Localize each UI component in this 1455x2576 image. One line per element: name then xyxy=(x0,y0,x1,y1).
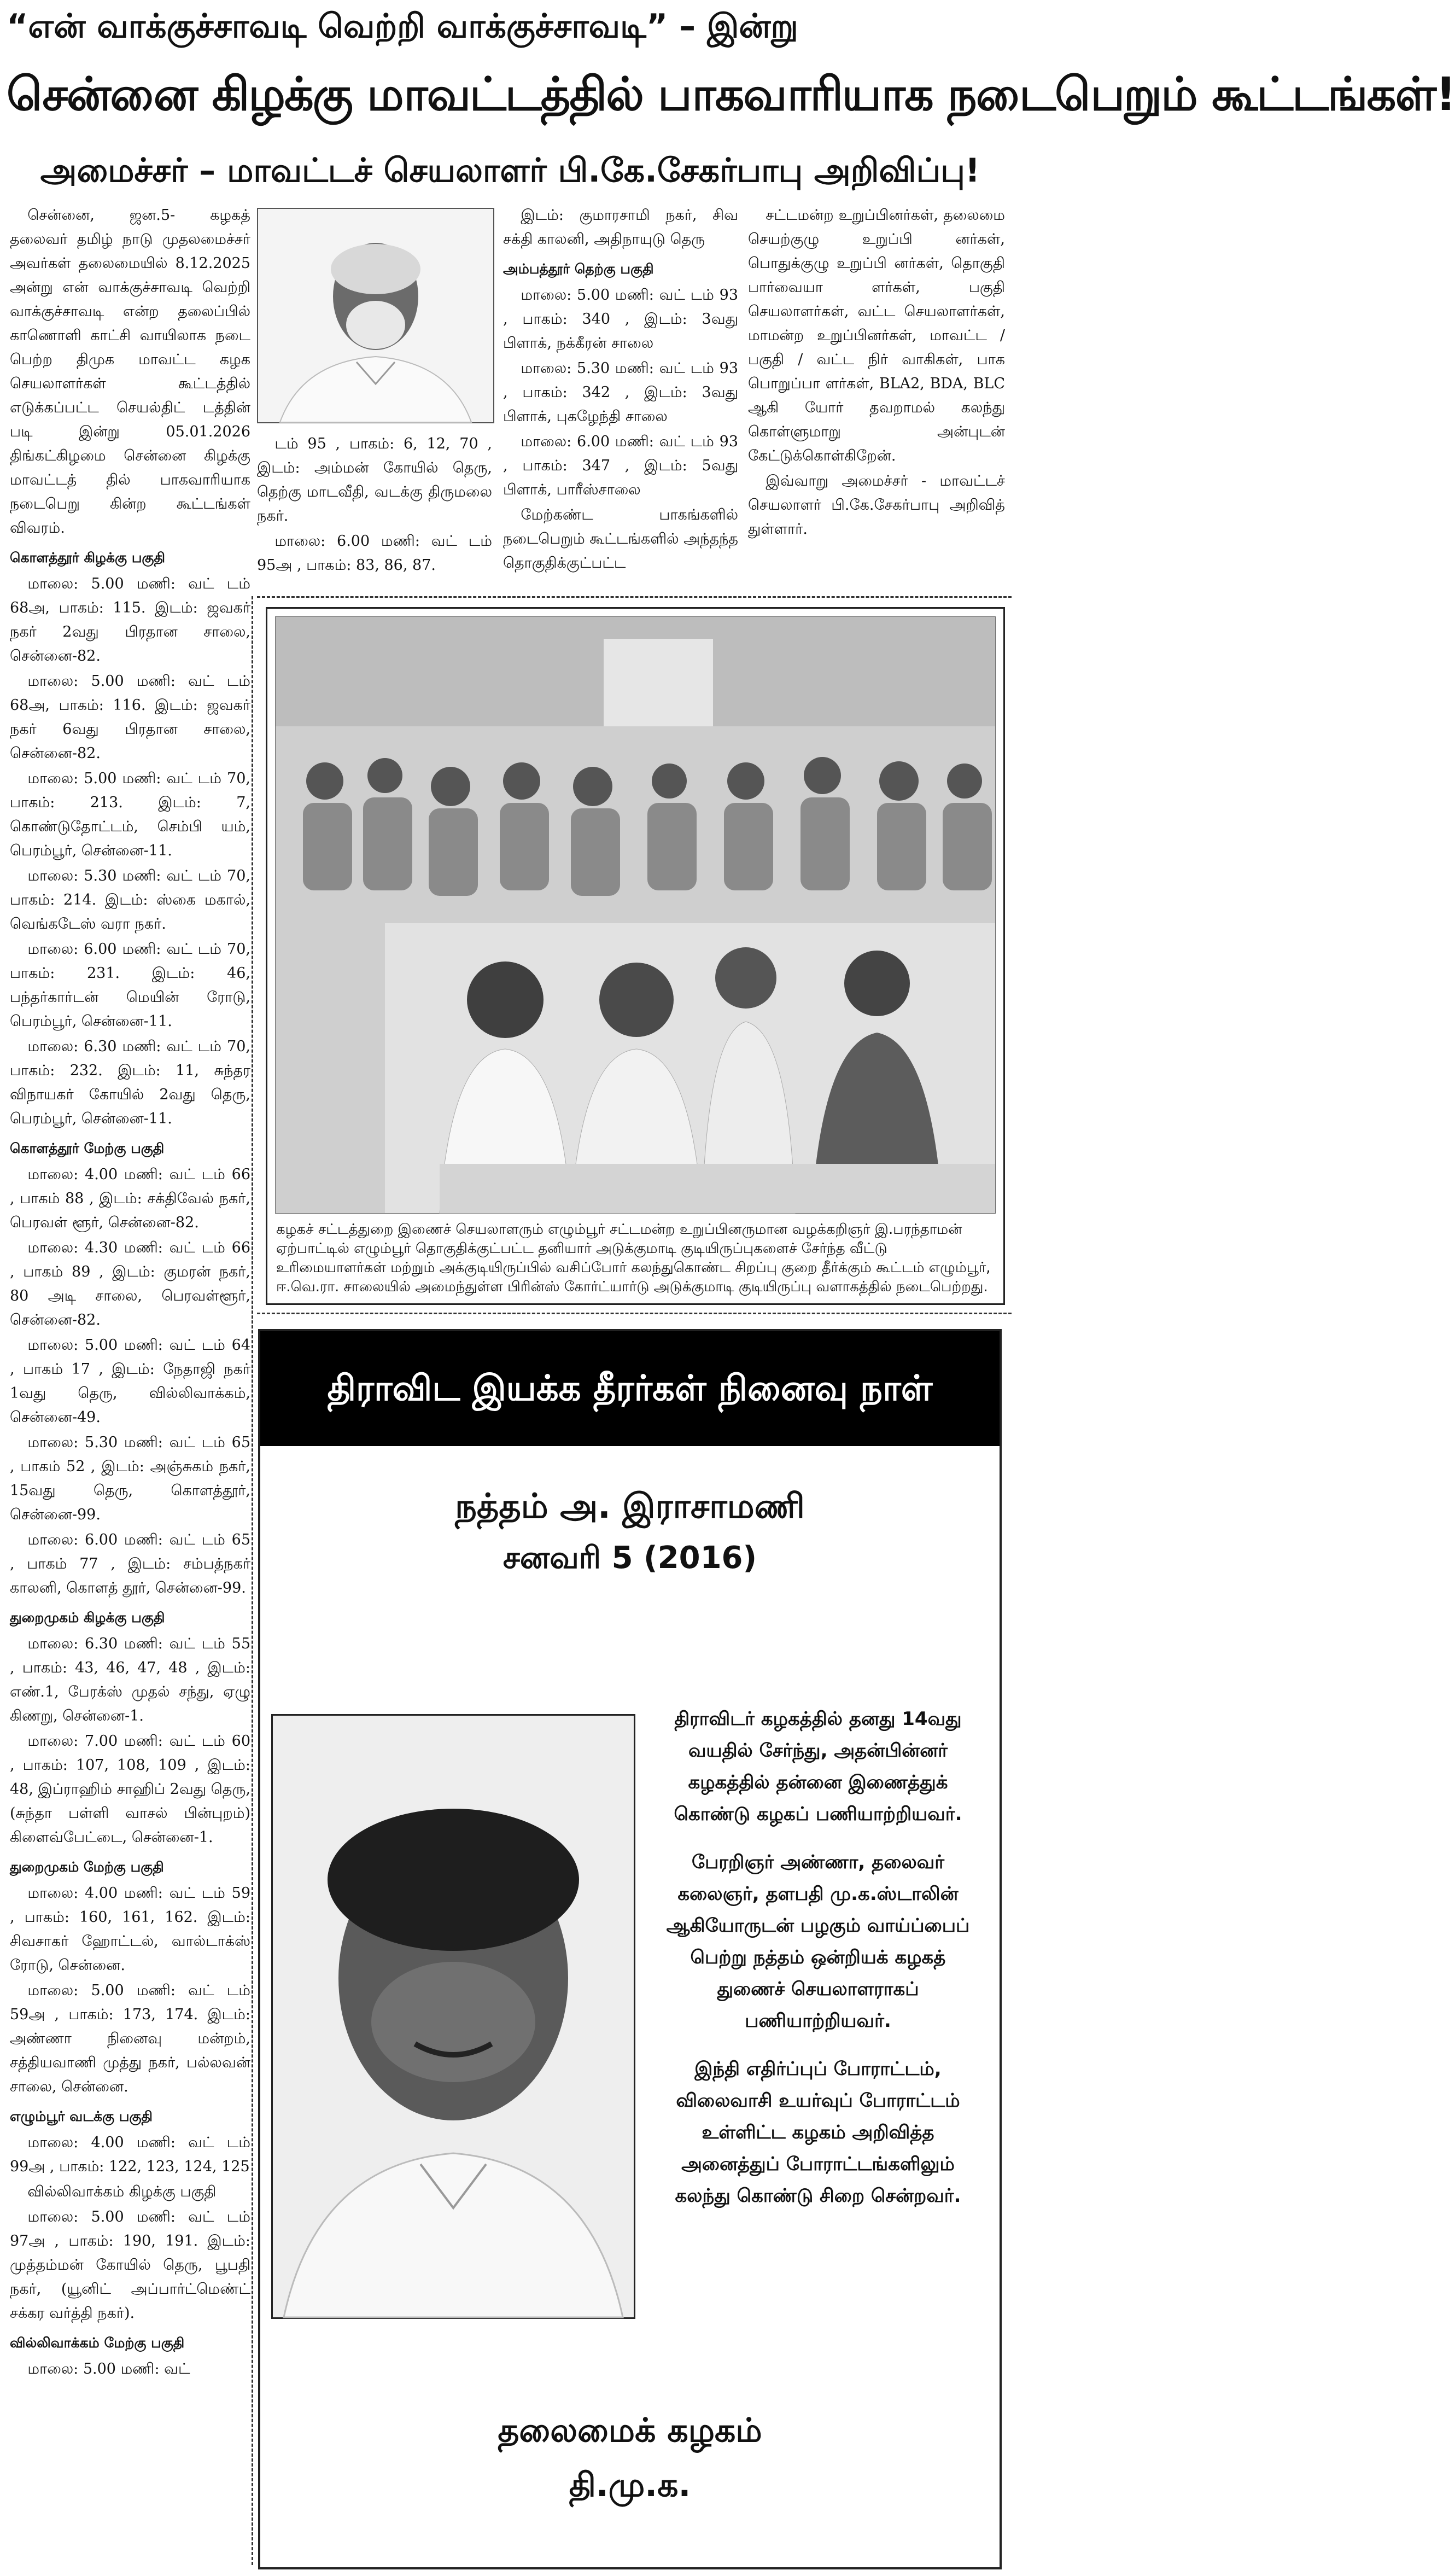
meeting-photo-box xyxy=(266,607,1005,1305)
list-item: மாலை: 6.00 மணி: வட் டம் 70, பாகம்: 231. இடம்: 46, பந்தர்கார்டன் மெயின் ரோடு, பெரம்பூர், சென்னை-11. xyxy=(10,941,250,1030)
list-item: மாலை: 5.00 மணி: வட் டம் 93 , பாகம்: 340 , இடம்: 3வது பிளாக், நக்கீரன் சாலை xyxy=(503,287,738,352)
list-item: மாலை: 6.30 மணி: வட் டம் 55 , பாகம்: 43, 46, 47, 48 , இடம்: எண்.1, பேரக்ஸ் முதல் சந்து, ஏழு கிணறு, சென்னை-1. xyxy=(10,1635,250,1724)
tribute-box xyxy=(258,1329,1002,2569)
section-divider xyxy=(257,596,1012,598)
list-item: மாலை: 5.00 மணி: வட் டம் 97அ , பாகம்: 190, 191. இடம்: முத்தம்மன் கோயில் தெரு, பூபதி நகர், (யூனிட் அப்பார்ட்மெண்ட் சக்கர வர்த்தி நகர்). xyxy=(10,2208,250,2322)
person-portrait-icon xyxy=(258,209,493,422)
section-heading: கொளத்தூர் கிழக்கு பகுதி xyxy=(10,550,165,566)
list-item: இவ்வாறு அமைச்சர் - மாவட்டச் செயலாளர் பி.கே.சேகர்பாபு அறிவித் துள்ளார். xyxy=(748,473,1005,538)
list-item: மாலை: 6.00 மணி: வட் டம் 65 , பாகம் 77 , இடம்: சம்பத்நகர் காலனி, கொளத் தூர், சென்னை-99. xyxy=(10,1531,250,1596)
list-item: இடம்: குமாரசாமி நகர், சிவ சக்தி காலனி, அதிநாயுடு தெரு xyxy=(503,207,738,248)
list-item: மாலை: 5.00 மணி: வட் டம் 68அ, பாகம்: 116. இடம்: ஜவகர் நகர் 6வது பிரதான சாலை, சென்னை-82. xyxy=(10,673,250,762)
section-divider xyxy=(257,1313,1012,1314)
tribute-date: சனவரி 5 (2016) xyxy=(502,1540,757,1576)
subheadline: அமைச்சர் – மாவட்டச் செயலாளர் பி.கே.சேகர்பாபு அறிவிப்பு! xyxy=(40,151,980,190)
kicker-line: “என் வாக்குச்சாவடி வெற்றி வாக்குச்சாவடி” – இன்று xyxy=(7,7,798,45)
list-item: டம் 95 , பாகம்: 6, 12, 70 , இடம்: அம்மன் கோயில் தெரு, தெற்கு மாடவீதி, வடக்கு திருமலை நகர். xyxy=(257,435,492,524)
tribute-banner: திராவிட இயக்க தீரர்கள் நினைவு நாள் xyxy=(260,1331,1000,1446)
section-heading: துறைமுகம் கிழக்கு பகுதி xyxy=(10,1610,165,1625)
list-item: மேற்கண்ட பாகங்களில் நடைபெறும் கூட்டங்களில் அந்தந்த தொகுதிக்குட்பட்ட xyxy=(503,506,738,572)
section-heading: அம்பத்தூர் தெற்கு பகுதி xyxy=(503,261,654,277)
photo-caption: கழகச் சட்டத்துறை இணைச் செயலாளரும் எழும்பூர் சட்டமன்ற உறுப்பினருமான வழக்கறிஞர் இ.பரந்தாமன் ஏற்பாட்டில் எழும்பூர் தொகுதிக்குட்பட்ட தனியார் அடுக்குமாடி குடியிருப்புகளைச் சேர்ந்த வீட்டு உரிமையாளர்கள் மற்றும் அக்குடியிருப்பில் வசிப்போர் கலந்துகொண்ட சிறப்பு குறை தீர்க்கும் கூட்டம் எழும்பூர், ஈ.வெ.ரா. சாலையில் அமைந்துள்ள பிரின்ஸ் கோர்ட்யார்டு அடுக்குமாடி குடியிருப்பு வளாகத்தில் நடைபெற்றது. xyxy=(276,1221,991,1295)
tribute-signoff: தலைமைக் கழகம் xyxy=(498,2411,762,2450)
section-heading: எழும்பூர் வடக்கு பகுதி xyxy=(10,2108,153,2124)
meeting-crowd-image xyxy=(276,617,995,1213)
tribute-paragraph: இந்தி எதிர்ப்புப் போராட்டம், விலைவாசி உயர்வுப் போராட்டம் உள்ளிட்ட கழகம் அறிவித்த அனைத்துப் போராட்டங்களிலும் கலந்து கொண்டு சிறை சென்றவர். xyxy=(675,2058,961,2207)
list-item: மாலை: 4.00 மணி: வட் டம் 66 , பாகம் 88 , இடம்: சக்திவேல் நகர், பெரவள் ளூர், சென்னை-82. xyxy=(10,1166,250,1231)
list-item: மாலை: 5.00 மணி: வட் டம் 68அ, பாகம்: 115. இடம்: ஜவகர் நகர் 2வது பிரதான சாலை, சென்னை-82. xyxy=(10,575,250,665)
article-column-3 xyxy=(503,203,738,597)
tribute-paragraph: பேரறிஞர் அண்ணா, தலைவர் கலைஞர், தளபதி மு.க.ஸ்டாலின் ஆகியோருடன் பழகும் வாய்ப்பைப் பெற்று நத்தம் ஒன்றியக் கழகத் துணைச் செயலாளராகப் பணியாற்றியவர். xyxy=(666,1851,970,2032)
list-item: மாலை: 5.00 மணி: வட் xyxy=(27,2361,190,2377)
article-column-2 xyxy=(257,432,492,596)
section-heading: துறைமுகம் மேற்கு பகுதி xyxy=(10,1859,164,1875)
headline: சென்னை கிழக்கு மாவட்டத்தில் பாகவாரியாக நடைபெறும் கூட்டங்கள்! xyxy=(7,67,1455,121)
minister-photo xyxy=(257,208,494,423)
section-heading: வில்லிவாக்கம் மேற்கு பகுதி xyxy=(10,2335,185,2351)
tribute-paragraph: திராவிடர் கழகத்தில் தனது 14வது வயதில் சேர்ந்து, அதன்பின்னர் கழகத்தில் தன்னை இணைத்துக் கொண்டு கழகப் பணியாற்றியவர். xyxy=(674,1708,962,1825)
tribute-text xyxy=(654,1703,982,2381)
list-item: வில்லிவாக்கம் கிழக்கு பகுதி xyxy=(27,2183,217,2200)
tribute-name: நத்தம் அ. இராசாமணி xyxy=(455,1486,805,1526)
list-item: மாலை: 6.00 மணி: வட் டம் 95அ , பாகம்: 83, 86, 87. xyxy=(257,533,492,574)
column-divider xyxy=(252,596,253,2565)
list-item: மாலை: 5.30 மணி: வட் டம் 93 , பாகம்: 342 , இடம்: 3வது பிளாக், புகழேந்தி சாலை xyxy=(503,360,738,425)
list-item: மாலை: 5.00 மணி: வட் டம் 59அ , பாகம்: 173, 174. இடம்: அண்ணா நினைவு மன்றம், சத்தியவாணி முத்து நகர், பல்லவன் சாலை, சென்னை. xyxy=(10,1982,250,2095)
list-item: மாலை: 4.30 மணி: வட் டம் 66 , பாகம் 89 , இடம்: குமரன் நகர், 80 அடி சாலை, பெரவள்ளூர், சென்னை-82. xyxy=(10,1239,250,1328)
tribute-signoff-party: தி.மு.க. xyxy=(569,2466,691,2504)
list-item: மாலை: 5.30 மணி: வட் டம் 70, பாகம்: 214. இடம்: ஸ்கை மகால், வெங்கடேஸ் வரா நகர். xyxy=(10,867,250,933)
list-item: மாலை: 6.30 மணி: வட் டம் 70, பாகம்: 232. இடம்: 11, சுந்தர விநாயகர் கோயில் 2வது தெரு, பெரம்பூர், சென்னை-11. xyxy=(10,1038,250,1127)
article-intro: சென்னை, ஜன.5- கழகத் தலைவர் தமிழ் நாடு முதலமைச்சர் அவர்கள் தலைமையில் 8.12.2025 அன்று என் வாக்குச்சாவடி வெற்றி வாக்குச்சாவடி என்ற தலைப்பில் காணொளி காட்சி வாயிலாக நடை பெற்ற திமுக மாவட்ட கழக செயலாளர்கள் கூட்டத்தில் எடுக்கப்பட்ட செயல்திட் டத்தின் படி இன்று 05.01.2026 திங்கட்கிழமை சென்னை கிழக்கு மாவட்டத் தில் பாகவாரியாக நடைபெறு கின்ற கூட்டங்கள் விவரம். xyxy=(10,207,250,537)
list-item: மாலை: 7.00 மணி: வட் டம் 60 , பாகம்: 107, 108, 109 , இடம்: 48, இப்ராஹிம் சாஹிப் 2வது தெரு, (சுந்தா பள்ளி வாசல் பின்புறம்) கிளைவ்பேட்டை, சென்னை-1. xyxy=(10,1733,250,1846)
article-column-4 xyxy=(748,203,1005,597)
list-item: மாலை: 6.00 மணி: வட் டம் 93 , பாகம்: 347 , இடம்: 5வது பிளாக், பாரீஸ்சாலை xyxy=(503,433,738,498)
tribute-portrait xyxy=(271,1714,635,2319)
list-item: மாலை: 5.00 மணி: வட் டம் 70, பாகம்: 213. இடம்: 7, கொண்டுதோட்டம், செம்பி யம், பெரம்பூர், சென்னை-11. xyxy=(10,770,250,859)
list-item: மாலை: 5.30 மணி: வட் டம் 65 , பாகம் 52 , இடம்: அஞ்சுகம் நகர், 15வது தெரு, கொளத்தூர், சென்னை-99. xyxy=(10,1434,250,1523)
person-portrait-icon xyxy=(273,1716,634,2317)
meeting-photo xyxy=(275,616,996,1214)
article-column-1 xyxy=(10,203,250,2566)
list-item: மாலை: 4.00 மணி: வட் டம் 59 , பாகம்: 160, 161, 162. இடம்: சிவசாகர் ஹோட்டல், வால்டாக்ஸ் ரோடு, சென்னை. xyxy=(10,1885,250,1974)
list-item: மாலை: 5.00 மணி: வட் டம் 64 , பாகம் 17 , இடம்: நேதாஜி நகர் 1வது தெரு, வில்லிவாக்கம், சென்னை-49. xyxy=(10,1337,250,1426)
list-item: மாலை: 4.00 மணி: வட் டம் 99அ , பாகம்: 122, 123, 124, 125 xyxy=(10,2134,250,2175)
list-item: சட்டமன்ற உறுப்பினர்கள், தலைமை செயற்குழு உறுப்பி னர்கள், பொதுக்குழு உறுப்பி னர்கள், தொகுதி பார்வையா ளர்கள், பகுதி செயலாளர்கள், வட்ட செயலாளர்கள், மாமன்ற உறுப்பினர்கள், மாவட்ட / பகுதி / வட்ட நிர் வாகிகள், பாக பொறுப்பா ளர்கள், BLA2, BDA, BLC ஆகி யோர் தவறாமல் கலந்து கொள்ளுமாறு அன்புடன் கேட்டுக்கொள்கிறேன். xyxy=(748,207,1005,464)
section-heading: கொளத்தூர் மேற்கு பகுதி xyxy=(10,1140,165,1156)
